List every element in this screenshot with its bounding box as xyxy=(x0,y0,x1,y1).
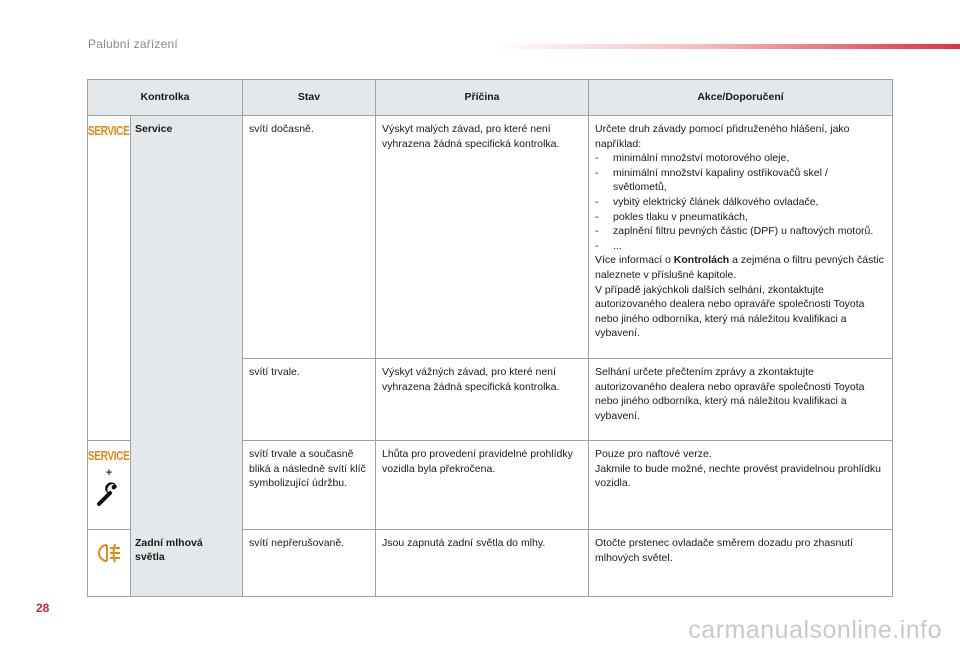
rear-fog-light-icon xyxy=(95,542,123,564)
column-header-stav: Stav xyxy=(243,80,376,116)
indicator-name-fog: Zadní mlhová světla xyxy=(131,530,243,597)
list-item: - minimální množství motorového oleje, xyxy=(595,151,884,166)
action-intro: Určete druh závady pomocí přidruženého hlášení, jako například: xyxy=(595,123,850,150)
plus-icon: + xyxy=(105,467,113,479)
action-more-info: Více informací o Kontrolách a zejména o filtru pevných částic naleznete v příslušné kapitole. xyxy=(595,254,884,281)
state-cell: svítí dočasně. xyxy=(243,116,376,359)
list-item: - zaplnění filtru pevných částic (DPF) u naftových motorů. xyxy=(595,224,884,239)
list-item: - ... xyxy=(595,239,884,254)
action-final: V případě jakýchkoli dalších selhání, zkontaktujte autorizovaného dealera nebo opraváře společnosti Toyota nebo jiného odborníka, který má náležitou kvalifikaci a vybavení. xyxy=(595,283,865,340)
icon-cell xyxy=(88,530,131,597)
service-warning-icon: SERVICE xyxy=(88,123,130,138)
state-cell: svítí nepřerušovaně. xyxy=(243,530,376,597)
kontroly-reference: Kontrolách xyxy=(673,254,730,267)
column-header-akce: Akce/Doporučení xyxy=(589,80,893,116)
icon-cell xyxy=(88,359,131,441)
icon-cell xyxy=(88,441,131,530)
cause-cell: Lhůta pro provedení pravidelné prohlídky vozidla byla překročena. xyxy=(376,441,589,530)
column-header-kontrolka: Kontrolka xyxy=(88,80,243,116)
action-list xyxy=(595,151,884,253)
icon-cell xyxy=(88,116,131,359)
header-accent-bar xyxy=(490,44,960,49)
cause-cell: Jsou zapnutá zadní světla do mlhy. xyxy=(376,530,589,597)
warning-lights-table xyxy=(87,79,893,597)
table-row xyxy=(88,116,893,359)
state-cell: svítí trvale a současně bliká a následně svítí klíč symbolizující údržbu. xyxy=(243,441,376,530)
cause-cell: Výskyt vážných závad, pro které není vyhrazena žádná specifická kontrolka. xyxy=(376,359,589,441)
action-cell xyxy=(589,116,893,359)
page-number: 28 xyxy=(36,601,50,615)
column-header-pricina: Příčina xyxy=(376,80,589,116)
action-cell: Otočte prstenec ovladače směrem dozadu pro zhasnutí mlhových světel. xyxy=(589,530,893,597)
action-cell: Pouze pro naftové verze. Jakmile to bude možné, nechte provést pravidelnou prohlídku vozidla. xyxy=(589,441,893,530)
state-cell: svítí trvale. xyxy=(243,359,376,441)
watermark: carmanualsonline.info xyxy=(688,616,942,644)
table-row xyxy=(88,530,893,597)
action-cell: Selhání určete přečtením zprávy a zkontaktujte autorizovaného dealera nebo opraváře společnosti Toyota nebo jiného odborníka, který má náležitou kvalifikaci a vybavení. xyxy=(589,359,893,441)
indicator-name-service: Service xyxy=(131,116,243,530)
wrench-icon xyxy=(95,481,123,507)
service-warning-icon: SERVICE xyxy=(88,448,130,463)
table-header-row xyxy=(88,80,893,116)
list-item: - pokles tlaku v pneumatikách, xyxy=(595,210,884,225)
page-section-title: Palubní zařízení xyxy=(88,37,178,51)
list-item: - vybitý elektrický článek dálkového ovladače, xyxy=(595,195,884,210)
list-item: - minimální množství kapaliny ostřikovačů skel / světlometů, xyxy=(595,166,884,195)
cause-cell: Výskyt malých závad, pro které není vyhrazena žádná specifická kontrolka. xyxy=(376,116,589,359)
